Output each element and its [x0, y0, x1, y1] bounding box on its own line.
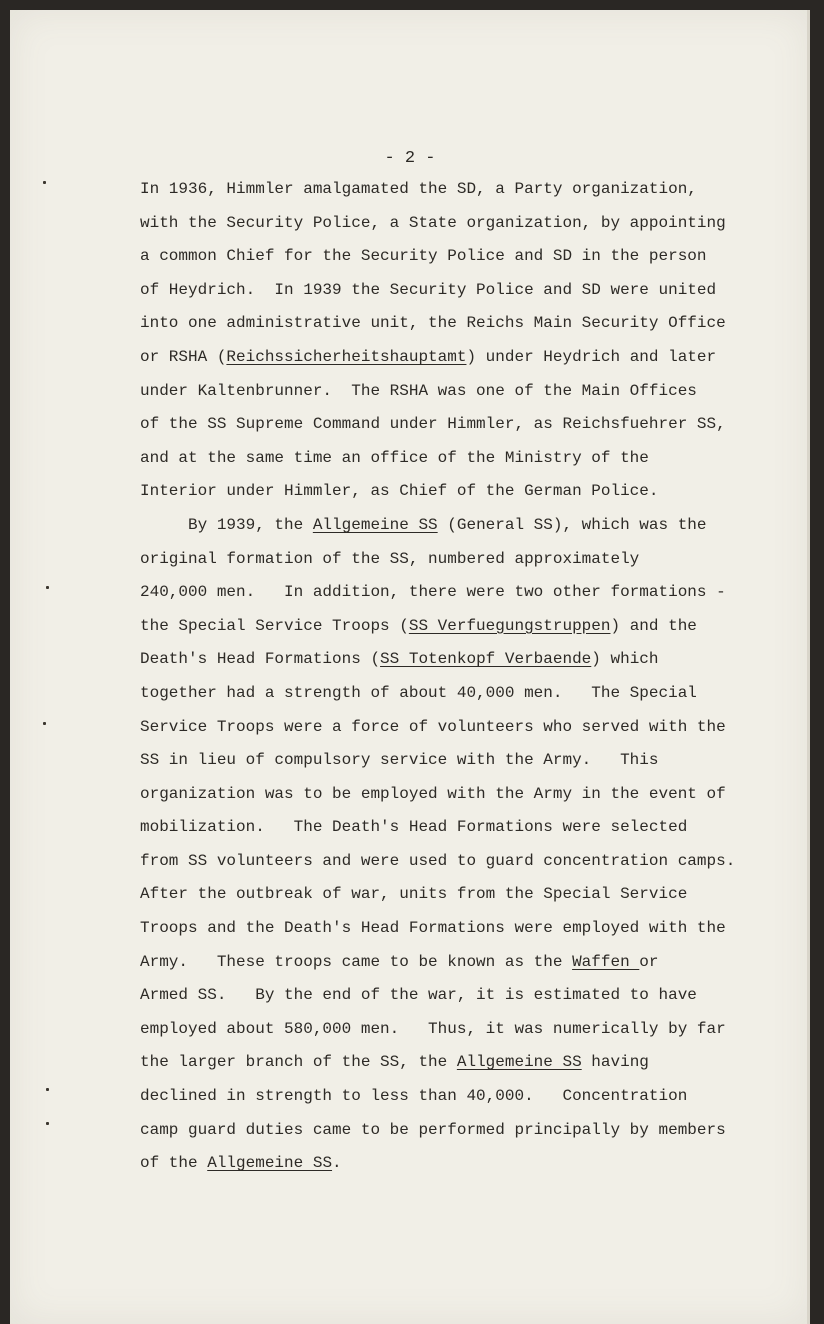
text-line [140, 274, 780, 308]
text-line [140, 442, 780, 476]
page-number: - 2 - [384, 149, 436, 168]
margin-mark [43, 722, 46, 725]
text-segment: By 1939, the [140, 515, 313, 534]
text-segment: the larger branch of the SS, the [140, 1053, 457, 1072]
underlined-term: Allgemeine SS [456, 1053, 582, 1072]
margin-mark [46, 1122, 49, 1125]
text-line [140, 240, 780, 274]
underlined-term: Allgemeine SS [312, 515, 438, 534]
text-line [140, 509, 780, 543]
text-segment: . [332, 1154, 342, 1173]
body-text [140, 173, 780, 1181]
text-line [140, 1046, 780, 1080]
document-page [10, 10, 810, 1324]
text-segment: or [639, 952, 659, 971]
text-segment: Troops and the Death's Head Formations were employed with the [140, 919, 726, 938]
text-segment: Service Troops were a force of volunteers who served with the [140, 717, 726, 736]
page-edge [807, 10, 810, 1324]
text-line [140, 878, 780, 912]
text-segment: with the Security Police, a State organization, by appointing [140, 213, 726, 232]
text-line [140, 711, 780, 745]
text-line [140, 610, 780, 644]
text-segment: of the [140, 1154, 208, 1173]
text-segment: ) and the [610, 616, 697, 635]
text-line [140, 811, 780, 845]
underlined-term: SS Totenkopf Verbaende [380, 650, 592, 669]
text-segment: camp guard duties came to be performed principally by members [140, 1120, 726, 1139]
text-line [140, 341, 780, 375]
margin-mark [46, 586, 49, 589]
text-line [140, 475, 780, 509]
text-segment: into one administrative unit, the Reichs Main Security Office [140, 314, 726, 333]
text-line [140, 778, 780, 812]
text-line [140, 1080, 780, 1114]
underlined-term: Waffen [572, 952, 640, 971]
text-segment: a common Chief for the Security Police and SD in the person [140, 247, 707, 266]
text-segment: employed about 580,000 men. Thus, it was numerically by far [140, 1019, 726, 1038]
text-segment: ) under Heydrich and later [466, 347, 717, 366]
text-segment: 240,000 men. In addition, there were two other formations - [140, 583, 726, 602]
text-line [140, 1114, 780, 1148]
text-segment: organization was to be employed with the Army in the event of [140, 784, 726, 803]
underlined-term: SS Verfuegungstruppen [408, 616, 611, 635]
text-line [140, 845, 780, 879]
text-segment: the Special Service Troops ( [140, 616, 409, 635]
text-segment: SS in lieu of compulsory service with the Army. This [140, 751, 659, 770]
text-segment: Army. These troops came to be known as the [140, 952, 573, 971]
text-line [140, 1147, 780, 1181]
text-segment: under Kaltenbrunner. The RSHA was one of the Main Offices [140, 381, 697, 400]
text-segment: and at the same time an office of the Ministry of the [140, 448, 649, 467]
text-line [140, 744, 780, 778]
text-segment: In 1936, Himmler amalgamated the SD, a Party organization, [140, 180, 697, 198]
text-segment: Interior under Himmler, as Chief of the German Police. [140, 482, 659, 501]
underlined-term: Allgemeine SS [207, 1154, 333, 1173]
text-line [140, 543, 780, 577]
text-line [140, 1013, 780, 1047]
text-line [140, 408, 780, 442]
underlined-term: Reichssicherheitshauptamt [226, 347, 467, 366]
text-line [140, 576, 780, 610]
text-segment: mobilization. The Death's Head Formations were selected [140, 818, 688, 837]
text-segment: of the SS Supreme Command under Himmler, as Reichsfuehrer SS, [140, 415, 726, 434]
text-segment: (General SS), which was the [437, 515, 707, 534]
text-segment: After the outbreak of war, units from the Special Service [140, 885, 688, 904]
text-segment: original formation of the SS, numbered approximately [140, 549, 640, 568]
text-line [140, 173, 780, 207]
text-segment: or RSHA ( [140, 347, 227, 366]
text-line [140, 979, 780, 1013]
margin-mark [43, 181, 46, 184]
text-segment: Death's Head Formations ( [140, 650, 381, 669]
text-line [140, 643, 780, 677]
text-line [140, 677, 780, 711]
text-segment: ) which [591, 650, 659, 669]
text-segment: Armed SS. By the end of the war, it is estimated to have [140, 986, 697, 1005]
text-line [140, 946, 780, 980]
text-segment: together had a strength of about 40,000 men. The Special [140, 683, 697, 702]
text-line [140, 207, 780, 241]
text-segment: declined in strength to less than 40,000. Concentration [140, 1087, 688, 1106]
text-segment: having [581, 1053, 649, 1072]
text-segment: from SS volunteers and were used to guard concentration camps. [140, 851, 736, 870]
text-line [140, 307, 780, 341]
margin-mark [46, 1088, 49, 1091]
text-line [140, 375, 780, 409]
text-segment: of Heydrich. In 1939 the Security Police and SD were united [140, 280, 717, 299]
text-line [140, 912, 780, 946]
